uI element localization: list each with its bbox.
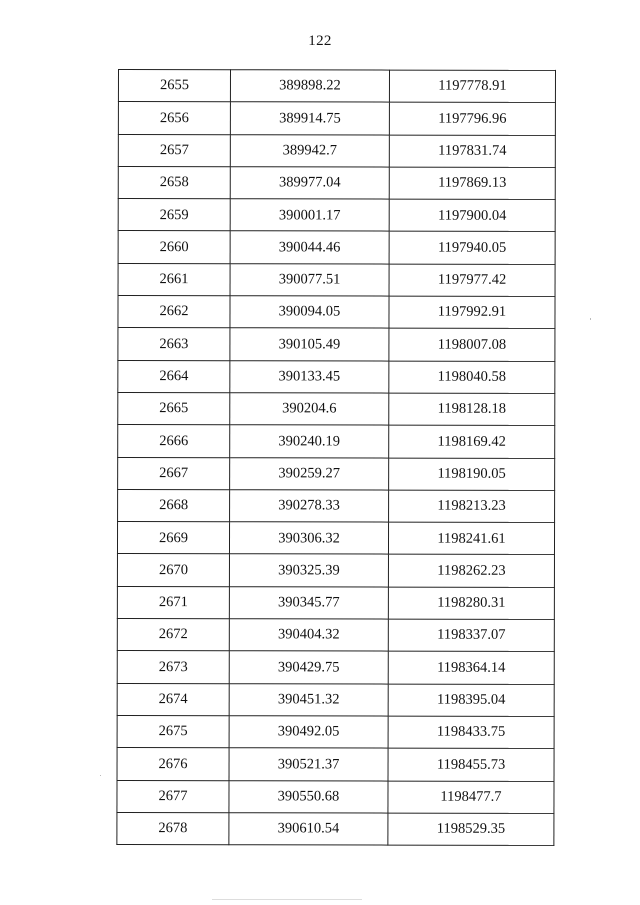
y-coordinate-cell: 1197940.05 bbox=[389, 232, 555, 265]
y-coordinate-cell: 1197796.96 bbox=[389, 102, 555, 135]
x-coordinate-cell: 390492.05 bbox=[229, 716, 388, 749]
x-coordinate-cell: 389977.04 bbox=[230, 167, 389, 200]
y-coordinate-cell: 1198529.35 bbox=[388, 813, 554, 846]
table-row bbox=[117, 715, 554, 748]
point-id-cell: 2661 bbox=[118, 263, 230, 296]
y-coordinate-cell: 1198337.07 bbox=[388, 619, 554, 652]
y-coordinate-cell: 1198169.42 bbox=[389, 425, 555, 458]
x-coordinate-cell: 389898.22 bbox=[230, 70, 389, 103]
table-row bbox=[118, 166, 555, 199]
point-id-cell: 2674 bbox=[117, 683, 229, 716]
y-coordinate-cell: 1198241.61 bbox=[388, 522, 554, 555]
table-row bbox=[117, 586, 554, 619]
point-id-cell: 2676 bbox=[117, 748, 229, 781]
y-coordinate-cell: 1198455.73 bbox=[388, 748, 554, 781]
y-coordinate-cell: 1198395.04 bbox=[388, 684, 554, 717]
table-row bbox=[117, 683, 554, 716]
table-row bbox=[118, 199, 555, 232]
y-coordinate-cell: 1197992.91 bbox=[389, 296, 555, 329]
point-id-cell: 2678 bbox=[117, 812, 229, 845]
y-coordinate-cell: 1198040.58 bbox=[389, 361, 555, 394]
table-row bbox=[118, 296, 555, 329]
table-row bbox=[117, 812, 554, 845]
point-id-cell: 2667 bbox=[118, 457, 230, 490]
x-coordinate-cell: 390001.17 bbox=[230, 199, 389, 232]
point-id-cell: 2672 bbox=[117, 619, 229, 652]
y-coordinate-cell: 1198433.75 bbox=[388, 716, 554, 749]
x-coordinate-cell: 390204.6 bbox=[230, 393, 389, 426]
point-id-cell: 2675 bbox=[117, 715, 229, 748]
point-id-cell: 2673 bbox=[117, 651, 229, 684]
x-coordinate-cell: 390451.32 bbox=[229, 683, 388, 716]
x-coordinate-cell: 390521.37 bbox=[229, 748, 388, 781]
x-coordinate-cell: 390325.39 bbox=[229, 554, 388, 587]
table-row bbox=[118, 263, 555, 296]
x-coordinate-cell: 390259.27 bbox=[230, 457, 389, 490]
table-row bbox=[118, 392, 555, 425]
table-row bbox=[117, 554, 554, 587]
y-coordinate-cell: 1198477.7 bbox=[388, 781, 554, 814]
point-id-cell: 2665 bbox=[118, 392, 230, 425]
x-coordinate-cell: 390278.33 bbox=[230, 490, 389, 523]
scan-speck bbox=[590, 318, 591, 320]
point-id-cell: 2669 bbox=[117, 522, 229, 555]
x-coordinate-cell: 390133.45 bbox=[230, 360, 389, 393]
point-id-cell: 2677 bbox=[117, 780, 229, 813]
table-row bbox=[117, 651, 554, 684]
coordinates-table bbox=[116, 69, 556, 846]
y-coordinate-cell: 1198190.05 bbox=[389, 458, 555, 491]
point-id-cell: 2663 bbox=[118, 328, 230, 361]
table-row bbox=[118, 102, 555, 135]
table-row bbox=[118, 70, 555, 103]
y-coordinate-cell: 1198007.08 bbox=[389, 328, 555, 361]
point-id-cell: 2660 bbox=[118, 231, 230, 264]
y-coordinate-cell: 1197900.04 bbox=[389, 199, 555, 232]
x-coordinate-cell: 390404.32 bbox=[229, 619, 388, 652]
x-coordinate-cell: 390094.05 bbox=[230, 296, 389, 329]
page-number: 122 bbox=[308, 33, 332, 49]
table-row bbox=[118, 231, 555, 264]
x-coordinate-cell: 390550.68 bbox=[229, 780, 388, 813]
y-coordinate-cell: 1198364.14 bbox=[388, 651, 554, 684]
table-row bbox=[117, 748, 554, 781]
x-coordinate-cell: 390077.51 bbox=[230, 264, 389, 297]
x-coordinate-cell: 389914.75 bbox=[230, 102, 389, 135]
point-id-cell: 2655 bbox=[118, 70, 230, 103]
scan-speck bbox=[212, 899, 362, 900]
y-coordinate-cell: 1197869.13 bbox=[389, 167, 555, 200]
x-coordinate-cell: 390306.32 bbox=[229, 522, 388, 555]
point-id-cell: 2656 bbox=[118, 102, 230, 135]
y-coordinate-cell: 1198262.23 bbox=[388, 555, 554, 588]
x-coordinate-cell: 390345.77 bbox=[229, 586, 388, 619]
point-id-cell: 2664 bbox=[118, 360, 230, 393]
point-id-cell: 2668 bbox=[118, 489, 230, 522]
x-coordinate-cell: 389942.7 bbox=[230, 134, 389, 167]
y-coordinate-cell: 1198213.23 bbox=[389, 490, 555, 523]
table-row bbox=[117, 619, 554, 652]
point-id-cell: 2666 bbox=[118, 425, 230, 458]
table-row bbox=[118, 134, 555, 167]
point-id-cell: 2670 bbox=[117, 554, 229, 587]
table-row bbox=[118, 489, 555, 522]
point-id-cell: 2671 bbox=[117, 586, 229, 619]
x-coordinate-cell: 390044.46 bbox=[230, 231, 389, 264]
x-coordinate-cell: 390610.54 bbox=[229, 813, 388, 846]
y-coordinate-cell: 1197778.91 bbox=[389, 70, 555, 103]
table-row bbox=[118, 360, 555, 393]
x-coordinate-cell: 390429.75 bbox=[229, 651, 388, 684]
y-coordinate-cell: 1198128.18 bbox=[389, 393, 555, 426]
point-id-cell: 2658 bbox=[118, 166, 230, 199]
table-row bbox=[117, 780, 554, 813]
table-row bbox=[117, 522, 554, 555]
point-id-cell: 2659 bbox=[118, 199, 230, 232]
table-row bbox=[118, 425, 555, 458]
coordinates-table-body bbox=[117, 70, 556, 846]
point-id-cell: 2662 bbox=[118, 296, 230, 329]
x-coordinate-cell: 390105.49 bbox=[230, 328, 389, 361]
scan-speck bbox=[100, 775, 101, 776]
point-id-cell: 2657 bbox=[118, 134, 230, 167]
table-row bbox=[118, 328, 555, 361]
y-coordinate-cell: 1197977.42 bbox=[389, 264, 555, 297]
table-row bbox=[118, 457, 555, 490]
y-coordinate-cell: 1198280.31 bbox=[388, 587, 554, 620]
x-coordinate-cell: 390240.19 bbox=[230, 425, 389, 458]
y-coordinate-cell: 1197831.74 bbox=[389, 135, 555, 168]
